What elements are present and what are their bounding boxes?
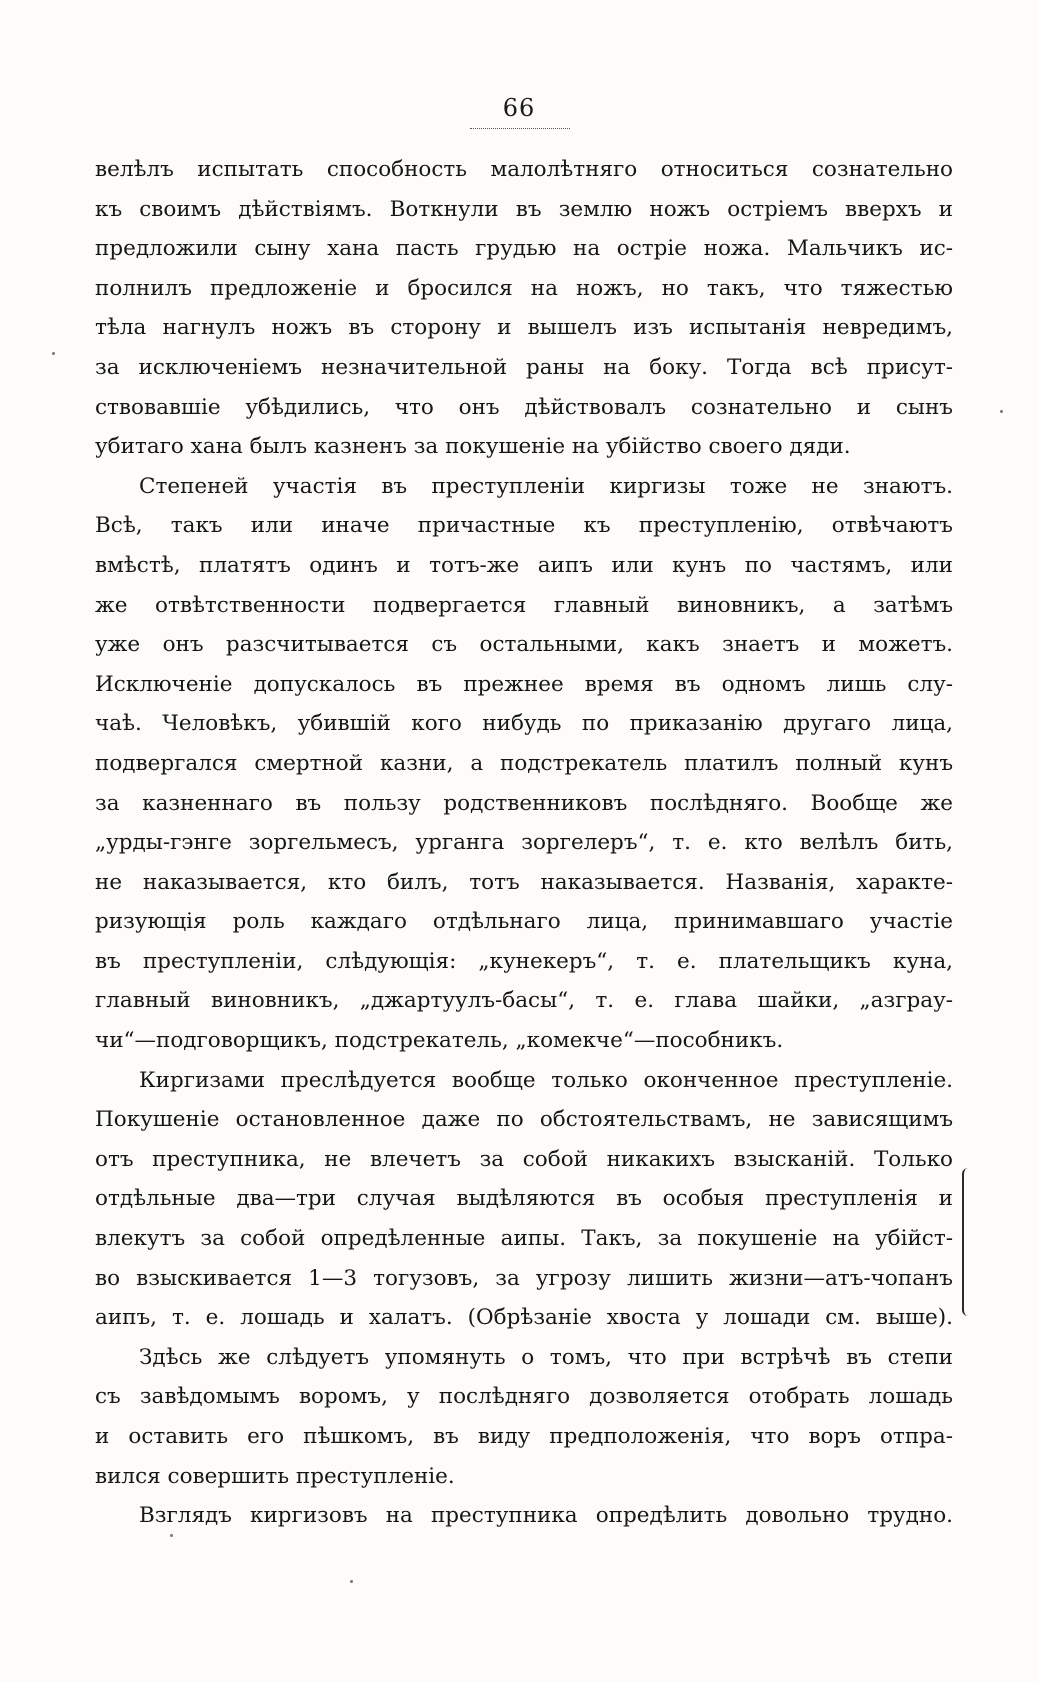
text-line: вмѣстѣ, платятъ одинъ и тотъ-же аипъ или кунъ по частямъ, или xyxy=(95,552,953,578)
text-line: за исключеніемъ незначительной раны на боку. Тогда всѣ присут- xyxy=(95,354,953,380)
paper-speck xyxy=(350,1580,353,1583)
text-line: во взыскивается 1—3 тогузовъ, за угрозу лишить жизни—атъ-чопанъ xyxy=(95,1265,953,1291)
text-line: полнилъ предложеніе и бросился на ножъ, но такъ, что тяжестью xyxy=(95,275,953,301)
paragraph-start-line: Киргизами преслѣдуется вообще только оконченное преступленіе. xyxy=(139,1067,953,1093)
body-text xyxy=(95,150,953,1536)
text-line: ствовавшіе убѣдились, что онъ дѣйствовалъ сознательно и сынъ xyxy=(95,394,953,420)
text-line: отъ преступника, не влечетъ за собой никакихъ взысканій. Только xyxy=(95,1146,953,1172)
text-line: уже онъ разсчитывается съ остальными, какъ знаетъ и можетъ. xyxy=(95,632,953,658)
text-line: же отвѣтственности подвергается главный виновникъ, а затѣмъ xyxy=(95,592,953,618)
text-line: чи“—подговорщикъ, подстрекатель, „комекче“—пособникъ. xyxy=(95,1028,784,1054)
text-line: Всѣ, такъ или иначе причастные къ преступленію, отвѣчаютъ xyxy=(95,513,953,539)
text-line: чаѣ. Человѣкъ, убившій кого нибудь по приказанію другаго лица, xyxy=(95,711,953,737)
text-line: отдѣльные два—три случая выдѣляются въ особыя преступленія и xyxy=(95,1186,953,1212)
paper-speck xyxy=(1000,410,1003,413)
text-line: аипъ, т. е. лошадь и халатъ. (Обрѣзаніе хвоста у лошади см. выше). xyxy=(95,1305,953,1331)
page-number-rule xyxy=(470,128,570,129)
paragraph-start-line: Здѣсь же слѣдуетъ упомянуть о томъ, что при встрѣчѣ въ степи xyxy=(139,1344,953,1370)
text-line: „урды-гэнге зоргельмесъ, урганга зоргелеръ“, т. е. кто велѣлъ бить, xyxy=(95,830,953,856)
text-line: и оставить его пѣшкомъ, въ виду предположенія, что воръ отпра- xyxy=(95,1424,953,1449)
text-line: Исключеніе допускалось въ прежнее время въ одномъ лишь слу- xyxy=(95,671,953,697)
text-line: ризующія роль каждаго отдѣльнаго лица, принимавшаго участіе xyxy=(95,909,953,935)
margin-bracket-mark xyxy=(962,1168,972,1316)
text-line: влекутъ за собой опредѣленные аипы. Такъ, за покушеніе на убійст- xyxy=(95,1226,953,1252)
text-line: въ преступленіи, слѣдующія: „кунекеръ“, т. е. плательщикъ куна, xyxy=(95,948,953,974)
text-line: съ завѣдомымъ воромъ, у послѣдняго дозволяется отобрать лошадь xyxy=(95,1384,953,1410)
paragraph-start-line: Взглядъ киргизовъ на преступника опредѣлить довольно трудно. xyxy=(139,1503,953,1529)
paper-speck xyxy=(170,1534,173,1537)
text-line: предложили сыну хана пасть грудью на остріе ножа. Мальчикъ ис- xyxy=(95,236,953,262)
text-line: за казненнаго въ пользу родственниковъ послѣдняго. Вообще же xyxy=(95,790,953,816)
paragraph-start-line: Степеней участія въ преступленіи киргизы тоже не знаютъ. xyxy=(139,473,953,499)
text-line: Покушеніе остановленное даже по обстоятельствамъ, не зависящимъ xyxy=(95,1107,953,1133)
text-line: велѣлъ испытать способность малолѣтняго относиться сознательно xyxy=(95,157,953,182)
text-line: тѣла нагнулъ ножъ въ сторону и вышелъ изъ испытанія невредимъ, xyxy=(95,315,953,341)
text-line: къ своимъ дѣйствіямъ. Воткнули въ землю ножъ остріемъ вверхъ и xyxy=(95,196,953,222)
text-line: подвергался смертной казни, а подстрекатель платилъ полный кунъ xyxy=(95,750,953,776)
text-line: не наказывается, кто билъ, тотъ наказывается. Названія, характе- xyxy=(95,869,953,895)
text-line: вился совершить преступленіе. xyxy=(95,1463,455,1489)
text-line: убитаго хана былъ казненъ за покушеніе на убійство своего дяди. xyxy=(95,434,851,460)
page-number: 66 xyxy=(502,94,536,122)
text-line: главный виновникъ, „джартуулъ-басы“, т. е. глава шайки, „азграу- xyxy=(95,988,953,1014)
paper-speck xyxy=(52,352,55,355)
